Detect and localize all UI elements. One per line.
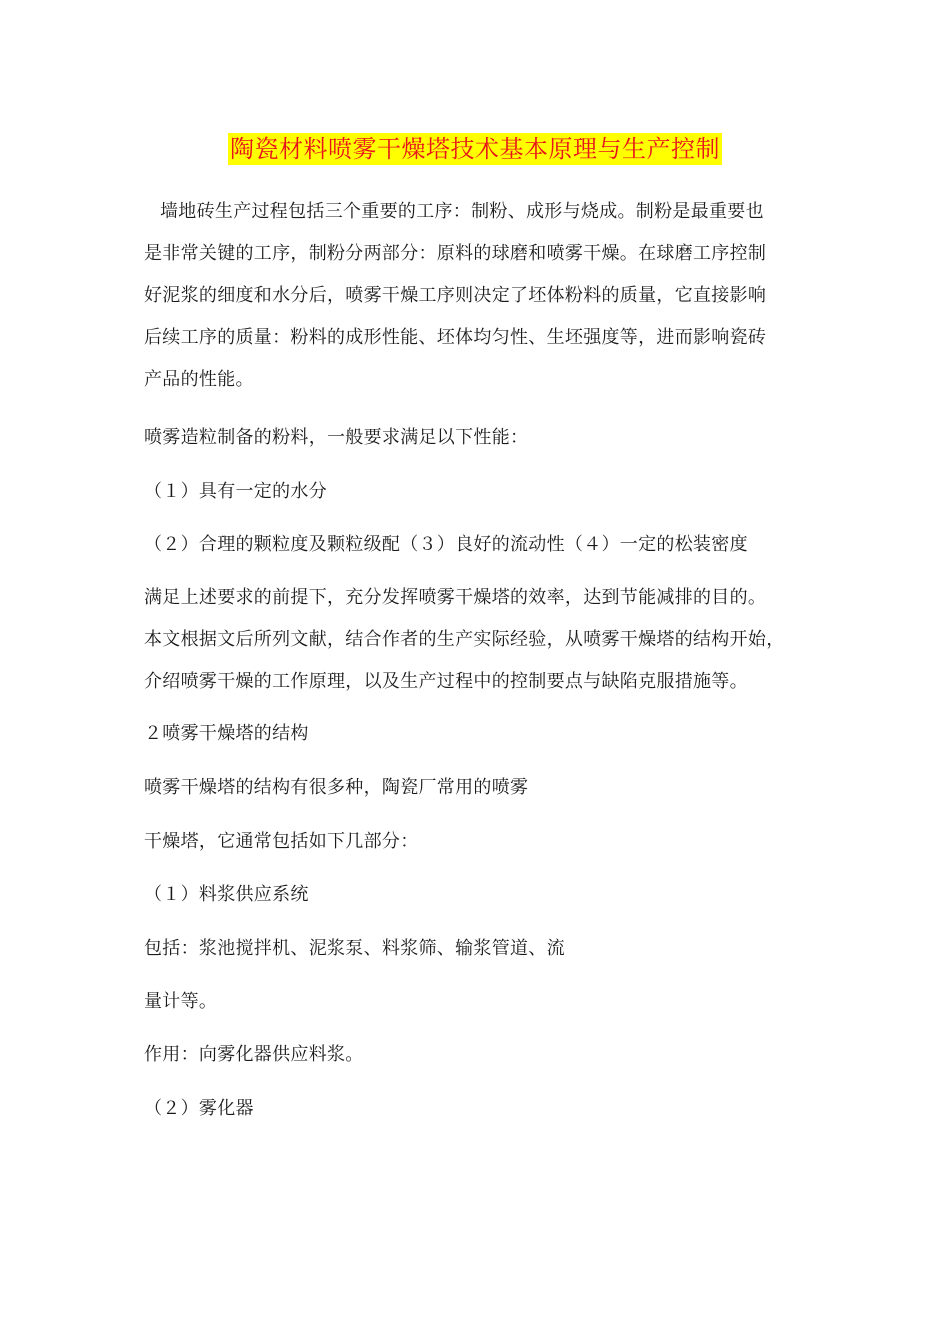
part-1-includes-line-1: 包括：浆池搅拌机、泥浆泵、料浆筛、输浆管道、流 (144, 938, 565, 959)
purpose-line-2: 本文根据文后所列文献，结合作者的生产实际经验，从喷雾干燥塔的结构开始， (144, 629, 785, 650)
structure-line-2: 干燥塔，它通常包括如下几部分： (144, 831, 419, 852)
intro-line-3: 好泥浆的细度和水分后，喷雾干燥工序则决定了坯体粉料的质量，它直接影响 (144, 285, 767, 306)
part-1-heading: （１）料浆供应系统 (144, 884, 309, 905)
part-2-heading: （２）雾化器 (144, 1098, 254, 1119)
requirements-2-4: （２）合理的颗粒度及颗粒级配（３）良好的流动性（４）一定的松装密度 (144, 534, 748, 555)
purpose-line-3: 介绍喷雾干燥的工作原理，以及生产过程中的控制要点与缺陷克服措施等。 (144, 671, 748, 692)
requirement-1: （１）具有一定的水分 (144, 481, 327, 502)
intro-line-1: 墙地砖生产过程包括三个重要的工序：制粉、成形与烧成。制粉是最重要也 (160, 201, 764, 222)
section-2-heading: ２喷雾干燥塔的结构 (144, 723, 309, 744)
structure-line-1: 喷雾干燥塔的结构有很多种，陶瓷厂常用的喷雾 (144, 777, 529, 798)
part-1-function: 作用：向雾化器供应料浆。 (144, 1044, 364, 1065)
part-1-includes-line-2: 量计等。 (144, 991, 218, 1012)
intro-line-2: 是非常关键的工序，制粉分两部分：原料的球磨和喷雾干燥。在球磨工序控制 (144, 243, 767, 264)
purpose-line-1: 满足上述要求的前提下，充分发挥喷雾干燥塔的效率，达到节能减排的目的。 (144, 587, 767, 608)
intro-line-4: 后续工序的质量：粉料的成形性能、坯体均匀性、生坯强度等，进而影响瓷砖 (144, 327, 767, 348)
document-title: 陶瓷材料喷雾干燥塔技术基本原理与生产控制 (230, 135, 720, 163)
title-container (0, 133, 950, 165)
requirements-intro: 喷雾造粒制备的粉料，一般要求满足以下性能： (144, 427, 529, 448)
intro-line-5: 产品的性能。 (144, 369, 254, 390)
